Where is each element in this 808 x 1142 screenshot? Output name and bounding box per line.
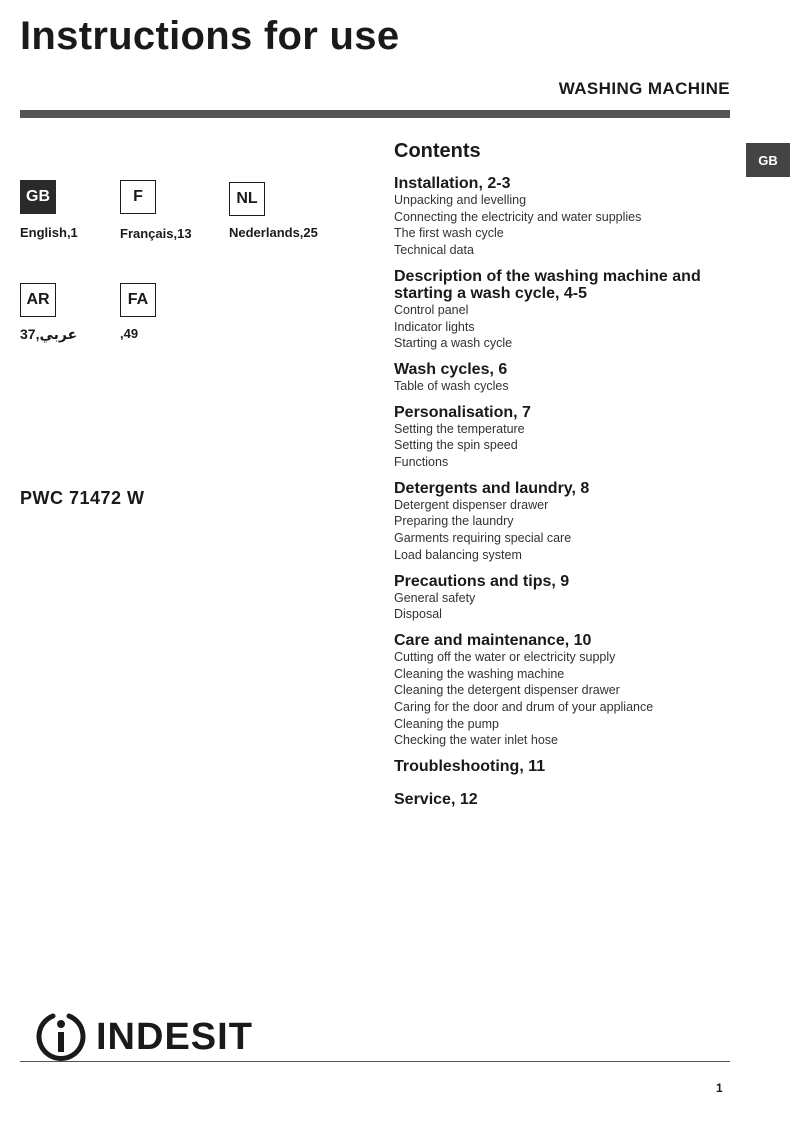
lang-item-gb[interactable] <box>20 180 56 214</box>
lang-item-ar[interactable] <box>20 283 56 317</box>
toc-section-title[interactable]: Troubleshooting, 11 <box>394 758 546 776</box>
toc-section-title[interactable]: Wash cycles, 6 <box>394 360 508 378</box>
toc-item[interactable]: Functions <box>394 455 449 470</box>
product-type: WASHING MACHINE <box>558 79 730 98</box>
lang-item-nl[interactable] <box>229 182 265 216</box>
toc-item[interactable]: General safety <box>394 590 476 605</box>
toc-item[interactable]: Caring for the door and drum of your appliance <box>394 700 654 715</box>
brand-name: INDESIT <box>96 1016 253 1058</box>
lang-item-f[interactable] <box>120 180 156 214</box>
lang-code-box: NL <box>229 182 265 216</box>
table-of-contents <box>394 139 734 817</box>
toc-item[interactable]: Cutting off the water or electricity supply <box>394 649 616 664</box>
toc-section-title[interactable]: Service, 12 <box>394 791 478 809</box>
toc-section-service <box>394 791 734 808</box>
toc-section-title[interactable]: Personalisation, 7 <box>394 403 531 421</box>
toc-item[interactable]: Cleaning the detergent dispenser drawer <box>394 683 620 698</box>
toc-section-title[interactable]: Detergents and laundry, 8 <box>394 479 590 497</box>
toc-section-title[interactable]: Precautions and tips, 9 <box>394 572 570 590</box>
toc-section-title[interactable]: Care and maintenance, 10 <box>394 631 592 649</box>
indesit-logo-icon <box>34 1010 88 1064</box>
lang-code-box: F <box>120 180 156 214</box>
toc-item[interactable]: Disposal <box>394 607 442 622</box>
toc-item[interactable]: Cleaning the washing machine <box>394 666 565 681</box>
footer-divider <box>20 1061 730 1062</box>
toc-item[interactable]: The first wash cycle <box>394 226 504 241</box>
toc-item[interactable]: Setting the spin speed <box>394 438 518 453</box>
toc-item[interactable]: Unpacking and levelling <box>394 193 527 207</box>
language-side-tab: GB <box>746 143 790 177</box>
toc-item[interactable]: Setting the temperature <box>394 421 525 436</box>
toc-section-installation <box>394 175 734 259</box>
lang-label-gb[interactable]: English,1 <box>20 225 78 240</box>
toc-item[interactable]: Load balancing system <box>394 547 522 562</box>
lang-label-f[interactable]: Français,13 <box>120 226 192 241</box>
lang-label-fa[interactable]: ,49 <box>120 326 139 341</box>
toc-item[interactable]: Preparing the laundry <box>394 514 514 529</box>
toc-section-title[interactable]: Description of the washing machine and starting a wash cycle, 4-5 <box>394 267 701 302</box>
lang-code-box: FA <box>120 283 156 317</box>
toc-heading: Contents <box>394 140 481 162</box>
lang-code-box: GB <box>20 180 56 214</box>
toc-item[interactable]: Garments requiring special care <box>394 531 572 546</box>
lang-label-ar[interactable]: عربي,37 <box>20 326 78 342</box>
toc-section-title[interactable]: Installation, 2-3 <box>394 175 511 192</box>
toc-item[interactable]: Table of wash cycles <box>394 378 509 393</box>
toc-section-troubleshooting <box>394 758 734 775</box>
toc-section-precautions <box>394 573 734 623</box>
header-divider-bar <box>20 110 730 118</box>
lang-label-nl[interactable]: Nederlands,25 <box>229 225 318 240</box>
lang-code-box: AR <box>20 283 56 317</box>
toc-item[interactable]: Control panel <box>394 302 469 317</box>
toc-section-personalisation <box>394 404 734 471</box>
toc-item[interactable]: Checking the water inlet hose <box>394 733 558 748</box>
page-title: Instructions for use <box>20 14 400 58</box>
model-number: PWC 71472 W <box>20 488 145 508</box>
page-number: 1 <box>716 1081 723 1095</box>
toc-item[interactable]: Indicator lights <box>394 319 475 334</box>
toc-item[interactable]: Detergent dispenser drawer <box>394 497 549 512</box>
toc-item[interactable]: Starting a wash cycle <box>394 336 513 351</box>
toc-section-wash-cycles <box>394 361 734 395</box>
toc-section-care <box>394 632 734 749</box>
toc-item[interactable]: Technical data <box>394 243 474 258</box>
lang-item-fa[interactable] <box>120 283 156 317</box>
brand-logo <box>34 1010 253 1064</box>
toc-section-detergents <box>394 480 734 564</box>
toc-item[interactable]: Connecting the electricity and water supplies <box>394 209 642 224</box>
toc-item[interactable]: Cleaning the pump <box>394 716 499 731</box>
toc-section-description <box>394 268 734 352</box>
